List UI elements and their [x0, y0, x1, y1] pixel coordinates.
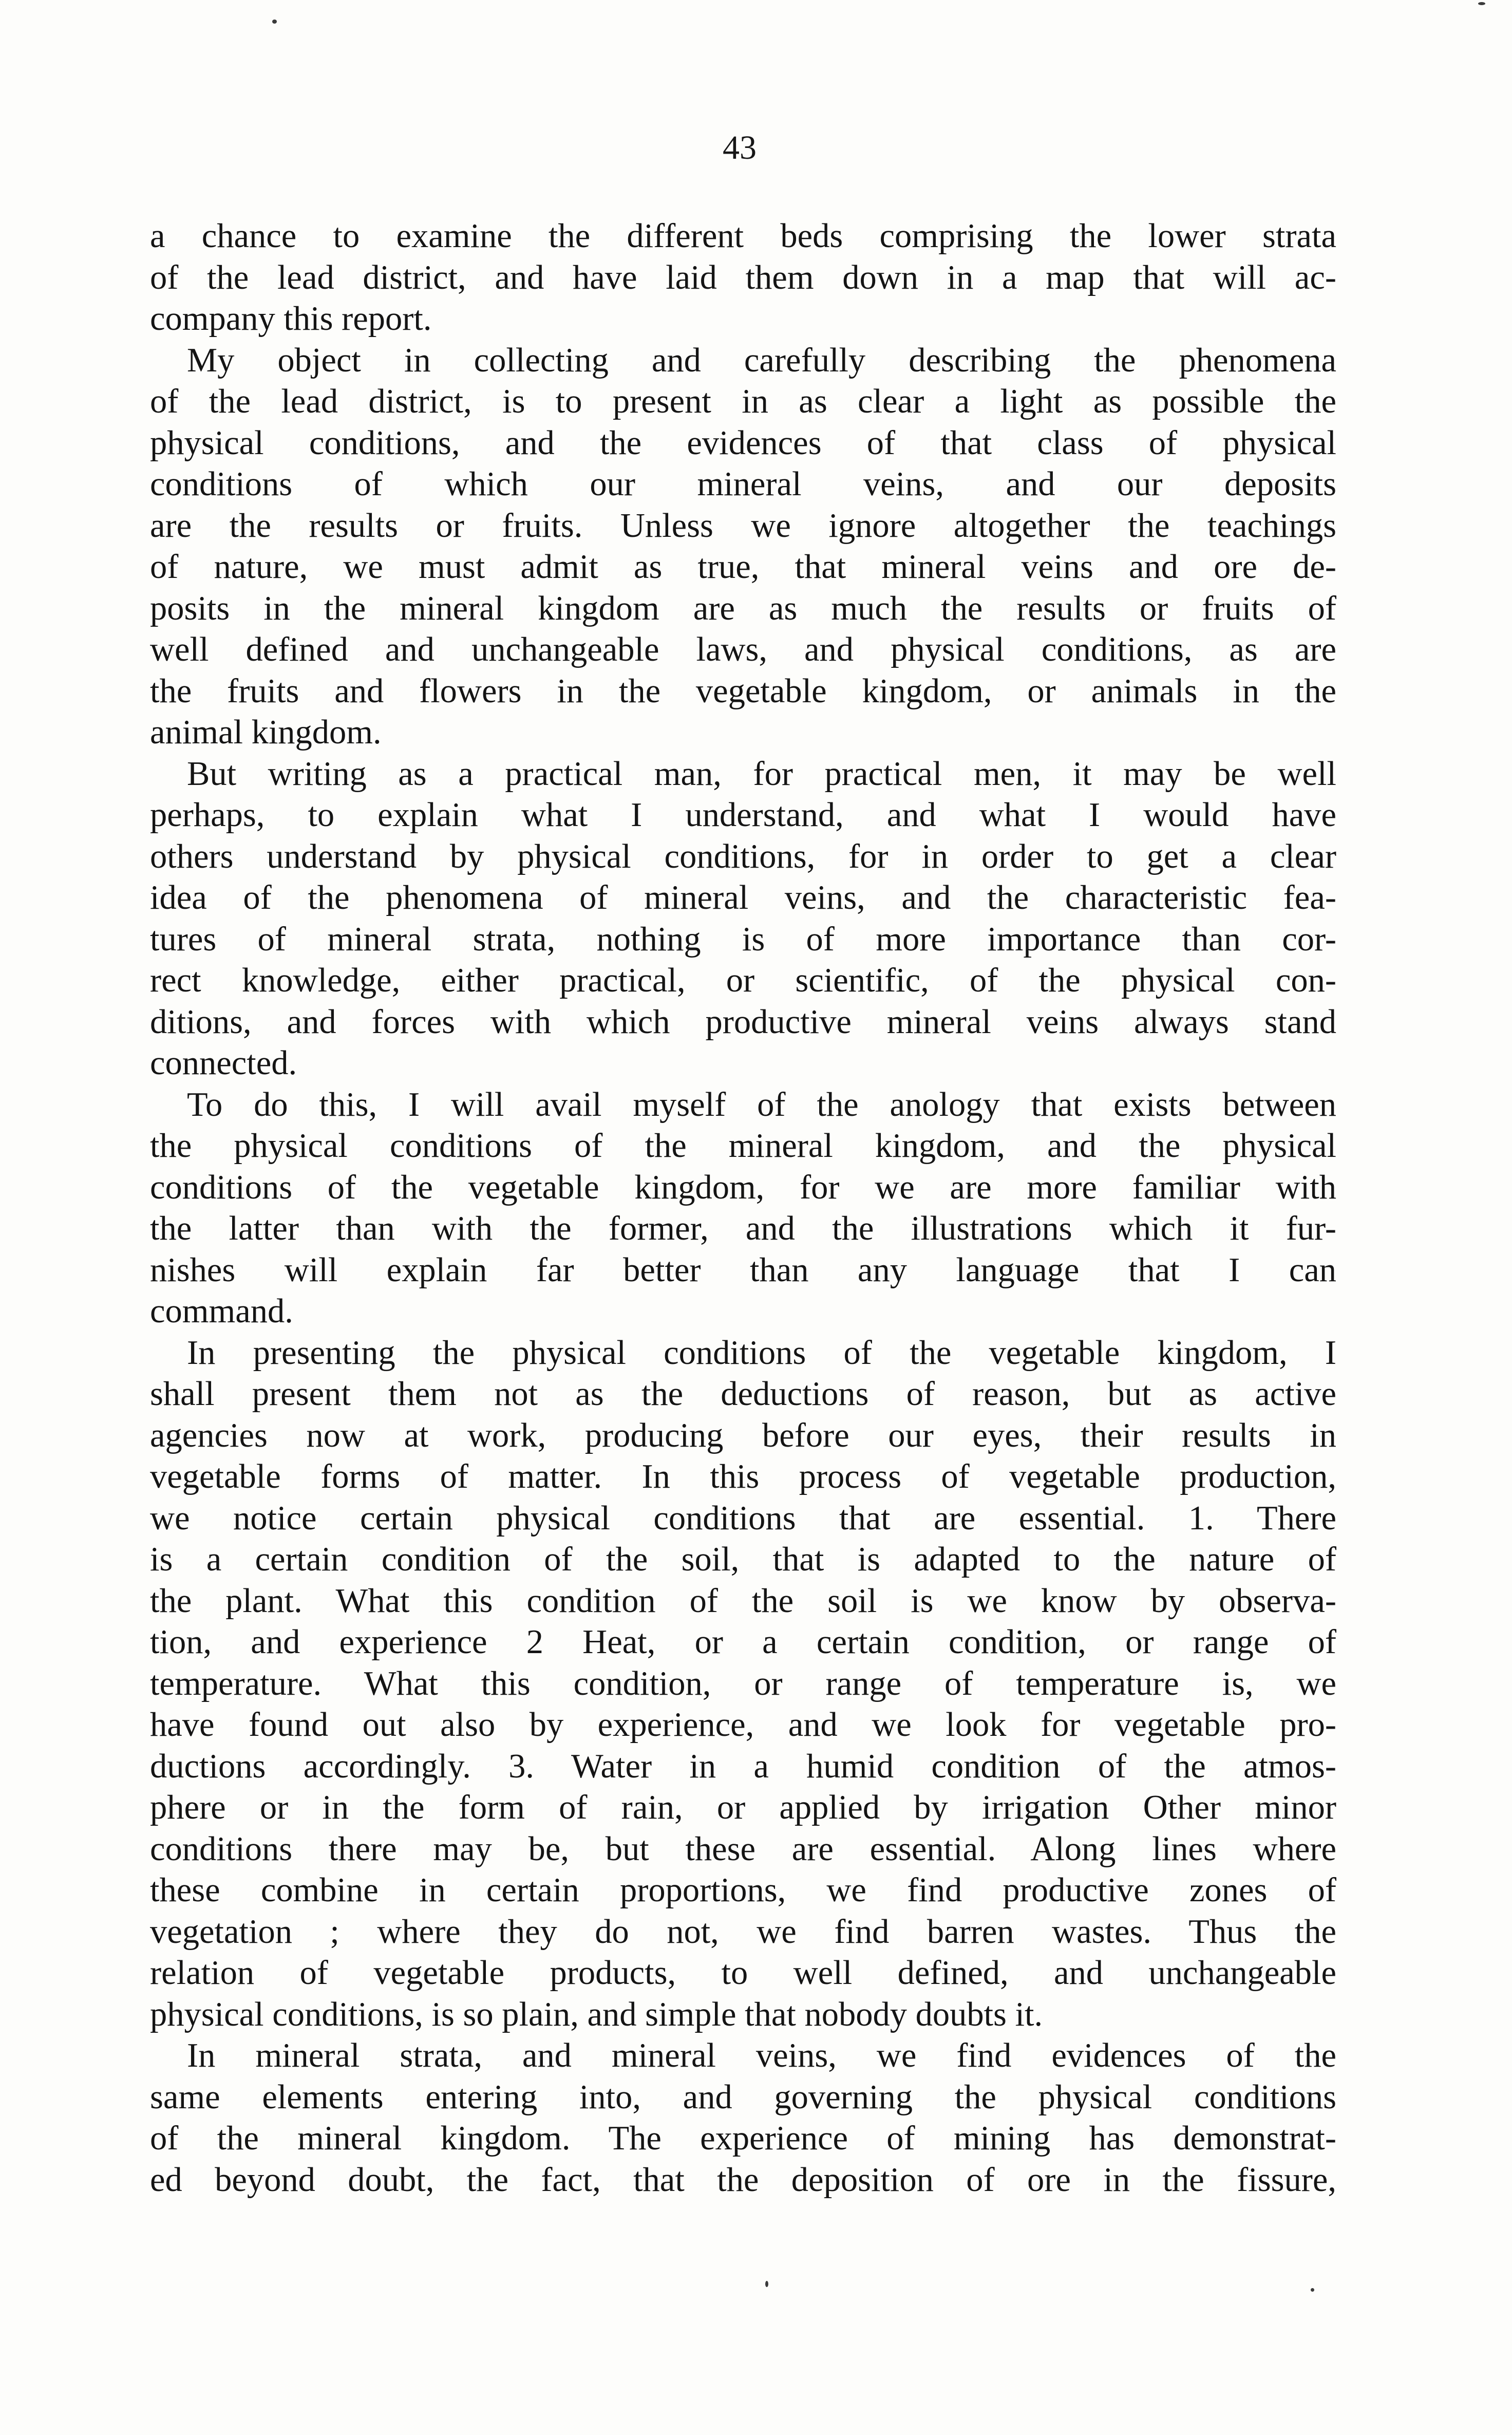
- text-line: posits in the mineral kingdom are as much the results or fruits of: [150, 589, 1336, 627]
- text-line: others understand by physical conditions, for in order to get a clear: [150, 837, 1336, 875]
- print-speck: [272, 20, 277, 24]
- text-line: phere or in the form of rain, or applied by irrigation Other minor: [150, 1789, 1336, 1826]
- text-line: animal kingdom.: [150, 714, 382, 751]
- text-line: vegetation ; where they do not, we find barren wastes. Thus the: [150, 1913, 1336, 1951]
- text-line: physical conditions, and the evidences of that class of physical: [150, 424, 1336, 462]
- text-line: agencies now at work, producing before our eyes, their results in: [150, 1416, 1336, 1454]
- text-line: company this report.: [150, 300, 432, 338]
- text-line: the physical conditions of the mineral kingdom, and the physical: [150, 1127, 1336, 1165]
- text-line: tion, and experience 2 Heat, or a certain condition, or range of: [150, 1623, 1336, 1661]
- text-line: conditions of which our mineral veins, and our deposits: [150, 465, 1336, 503]
- print-speck: [1311, 2288, 1314, 2292]
- print-speck: [1478, 2, 1485, 5]
- text-line: But writing as a practical man, for practical men, it may be well: [187, 755, 1336, 793]
- print-speck: [765, 2281, 768, 2287]
- text-line: is a certain condition of the soil, that is adapted to the nature of: [150, 1541, 1336, 1578]
- text-line: conditions there may be, but these are essential. Along lines where: [150, 1830, 1336, 1868]
- text-line: relation of vegetable products, to well defined, and unchangeable: [150, 1954, 1336, 1992]
- text-line: connected.: [150, 1044, 297, 1082]
- text-line: command.: [150, 1293, 293, 1330]
- text-line: shall present them not as the deductions of reason, but as active: [150, 1375, 1336, 1413]
- page-number: 43: [723, 129, 757, 166]
- text-line: of the lead district, and have laid them down in a map that will ac-: [150, 258, 1336, 296]
- text-line: ductions accordingly. 3. Water in a humid condition of the atmos-: [150, 1747, 1336, 1785]
- text-line: of nature, we must admit as true, that mineral veins and ore de-: [150, 548, 1336, 586]
- text-line: My object in collecting and carefully describing the phenomena: [187, 341, 1336, 379]
- text-line: the plant. What this condition of the soil is we know by observa-: [150, 1582, 1336, 1620]
- text-line: ed beyond doubt, the fact, that the deposition of ore in the fissure,: [150, 2161, 1336, 2199]
- text-line: the fruits and flowers in the vegetable kingdom, or animals in the: [150, 672, 1336, 710]
- text-line: of the mineral kingdom. The experience of mining has demonstrat-: [150, 2120, 1336, 2157]
- text-line: the latter than with the former, and the illustrations which it fur-: [150, 1210, 1336, 1247]
- text-line: In mineral strata, and mineral veins, we find evidences of the: [187, 2037, 1336, 2074]
- body-text: [150, 216, 1336, 2201]
- text-line: these combine in certain proportions, we find productive zones of: [150, 1871, 1336, 1909]
- text-line: are the results or fruits. Unless we ignore altogether the teachings: [150, 507, 1336, 545]
- text-line: same elements entering into, and governing the physical conditions: [150, 2078, 1336, 2116]
- text-line: idea of the phenomena of mineral veins, and the characteristic fea-: [150, 879, 1336, 916]
- text-line: of the lead district, is to present in as clear a light as possible the: [150, 383, 1336, 420]
- text-line: In presenting the physical conditions of the vegetable kingdom, I: [187, 1334, 1336, 1372]
- text-line: tures of mineral strata, nothing is of more importance than cor-: [150, 920, 1336, 958]
- text-line: well defined and unchangeable laws, and physical conditions, as are: [150, 631, 1336, 668]
- text-line: rect knowledge, either practical, or scientific, of the physical con-: [150, 962, 1336, 999]
- text-line: a chance to examine the different beds comprising the lower strata: [150, 217, 1336, 255]
- text-line: temperature. What this condition, or range of temperature is, we: [150, 1664, 1336, 1702]
- text-line: vegetable forms of matter. In this process of vegetable production,: [150, 1458, 1336, 1495]
- text-line: To do this, I will avail myself of the anology that exists between: [187, 1085, 1336, 1123]
- text-line: physical conditions, is so plain, and simple that nobody doubts it.: [150, 1995, 1043, 2033]
- text-line: nishes will explain far better than any language that I can: [150, 1251, 1336, 1289]
- text-line: we notice certain physical conditions that are essential. 1. There: [150, 1499, 1336, 1537]
- text-line: conditions of the vegetable kingdom, for we are more familiar with: [150, 1168, 1336, 1206]
- text-line: perhaps, to explain what I understand, and what I would have: [150, 796, 1336, 834]
- text-line: ditions, and forces with which productive mineral veins always stand: [150, 1003, 1336, 1041]
- text-line: have found out also by experience, and we look for vegetable pro-: [150, 1706, 1336, 1744]
